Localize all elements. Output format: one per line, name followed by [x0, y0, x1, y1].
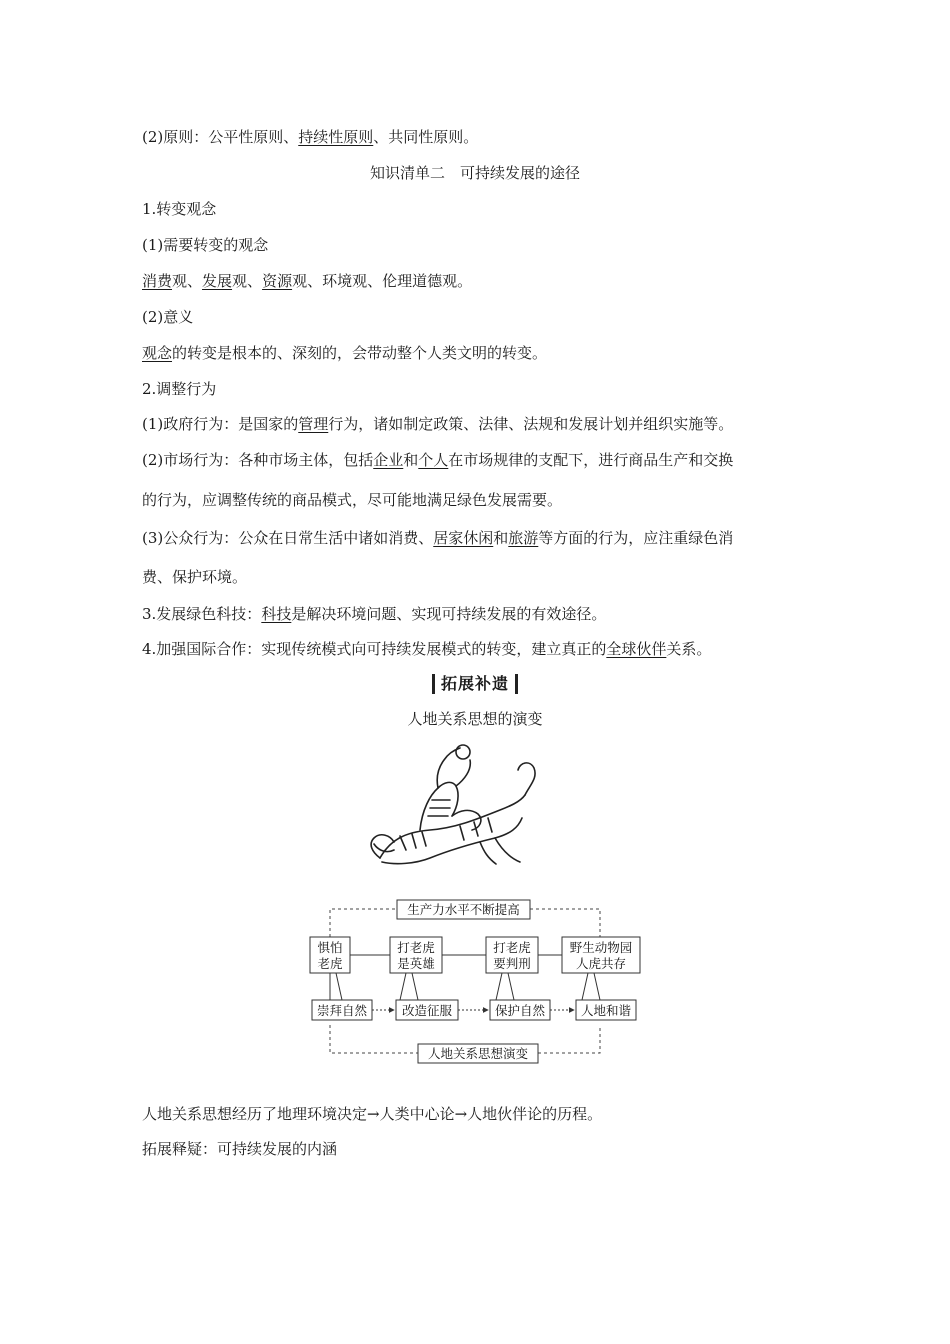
market-behavior-cont: 的行为，应调整传统的商品模式，尽可能地满足绿色发展需要。 [142, 491, 563, 509]
idea3-label: 保护自然 [494, 1003, 546, 1018]
keyword-individual: 个人 [418, 451, 449, 469]
keyword-consumption: 消费 [142, 272, 173, 290]
heading-adjust-behavior: 2.调整行为 [142, 380, 217, 398]
subheading-meaning: (2)意义 [142, 308, 194, 326]
text: 观、环境观、伦理道德观。 [292, 272, 473, 290]
text: 和 [493, 529, 509, 547]
stage3-line1: 打老虎 [493, 940, 531, 955]
government-behavior [142, 414, 733, 434]
stage4-line1: 野生动物园 [569, 940, 633, 955]
stage1-line1: 惧怕 [317, 940, 343, 955]
keyword-technology: 科技 [261, 605, 292, 623]
text: (3)公众行为：公众在日常生活中诸如消费、 [142, 529, 434, 547]
text: 关系。 [666, 640, 712, 658]
expand-badge: 拓展补遗 [432, 674, 518, 694]
market-behavior [142, 450, 733, 470]
heading-change-concept: 1.转变观念 [142, 200, 217, 218]
stage3-line2: 要判刑 [493, 956, 531, 971]
stage1-line2: 老虎 [317, 956, 343, 971]
text: 的转变是根本的、深刻的，会带动整个人类文明的转变。 [172, 344, 548, 362]
public-behavior-cont: 费、保护环境。 [142, 568, 248, 586]
text: 和 [403, 451, 419, 469]
principles-prefix: (2)原则：公平性原则、 [142, 128, 299, 146]
keyword-development: 发展 [202, 272, 233, 290]
keyword-global-partner: 全球伙伴 [606, 640, 667, 658]
history-line: 人地关系思想经历了地理环境决定→人类中心论→人地伙伴论的历程。 [142, 1105, 603, 1123]
keyword-enterprise: 企业 [373, 451, 404, 469]
top-label: 生产力水平不断提高 [407, 902, 520, 917]
concepts-list [142, 271, 472, 291]
evolution-diagram [300, 893, 650, 1065]
international-cooperation [142, 639, 711, 659]
keyword-resource: 资源 [262, 272, 293, 290]
text: 观、 [172, 272, 203, 290]
text: 3.发展绿色科技： [142, 605, 262, 623]
expand-title: 人地关系思想的演变 [407, 710, 543, 728]
stage2-line1: 打老虎 [397, 940, 435, 955]
meaning-text [142, 343, 547, 363]
text: 行为，诸如制定政策、法律、法规和发展计划并组织实施等。 [328, 415, 734, 433]
principles-keyword: 持续性原则 [298, 128, 374, 146]
green-tech [142, 604, 606, 624]
idea4-label: 人地和谐 [580, 1003, 632, 1018]
text: 是解决环境问题、实现可持续发展的有效途径。 [291, 605, 607, 623]
text: 4.加强国际合作：实现传统模式向可持续发展模式的转变，建立真正的 [142, 640, 607, 658]
section-title: 知识清单二 可持续发展的途径 [369, 164, 580, 182]
principles-suffix: 、共同性原则。 [373, 128, 479, 146]
text: (1)政府行为：是国家的 [142, 415, 299, 433]
expand-question: 拓展释疑：可持续发展的内涵 [142, 1140, 338, 1158]
keyword-leisure: 居家休闲 [433, 529, 494, 547]
keyword-tourism: 旅游 [508, 529, 539, 547]
hunter-tiger-illustration [360, 740, 560, 875]
stage4-line2: 人虎共存 [575, 956, 627, 971]
idea2-label: 改造征服 [401, 1003, 453, 1018]
expand-badge-wrap [0, 674, 950, 694]
text: 在市场规律的支配下，进行商品生产和交换 [448, 451, 734, 469]
keyword-concept: 观念 [142, 344, 173, 362]
keyword-management: 管理 [298, 415, 329, 433]
stage2-line2: 是英雄 [397, 956, 435, 971]
idea1-label: 崇拜自然 [316, 1003, 368, 1018]
principles-line [142, 127, 478, 147]
public-behavior [142, 528, 733, 548]
subheading-concepts: (1)需要转变的观念 [142, 236, 269, 254]
bottom-label: 人地关系思想演变 [427, 1046, 529, 1061]
text: 等方面的行为，应注重绿色消 [538, 529, 734, 547]
text: 观、 [232, 272, 263, 290]
text: (2)市场行为：各种市场主体，包括 [142, 451, 374, 469]
